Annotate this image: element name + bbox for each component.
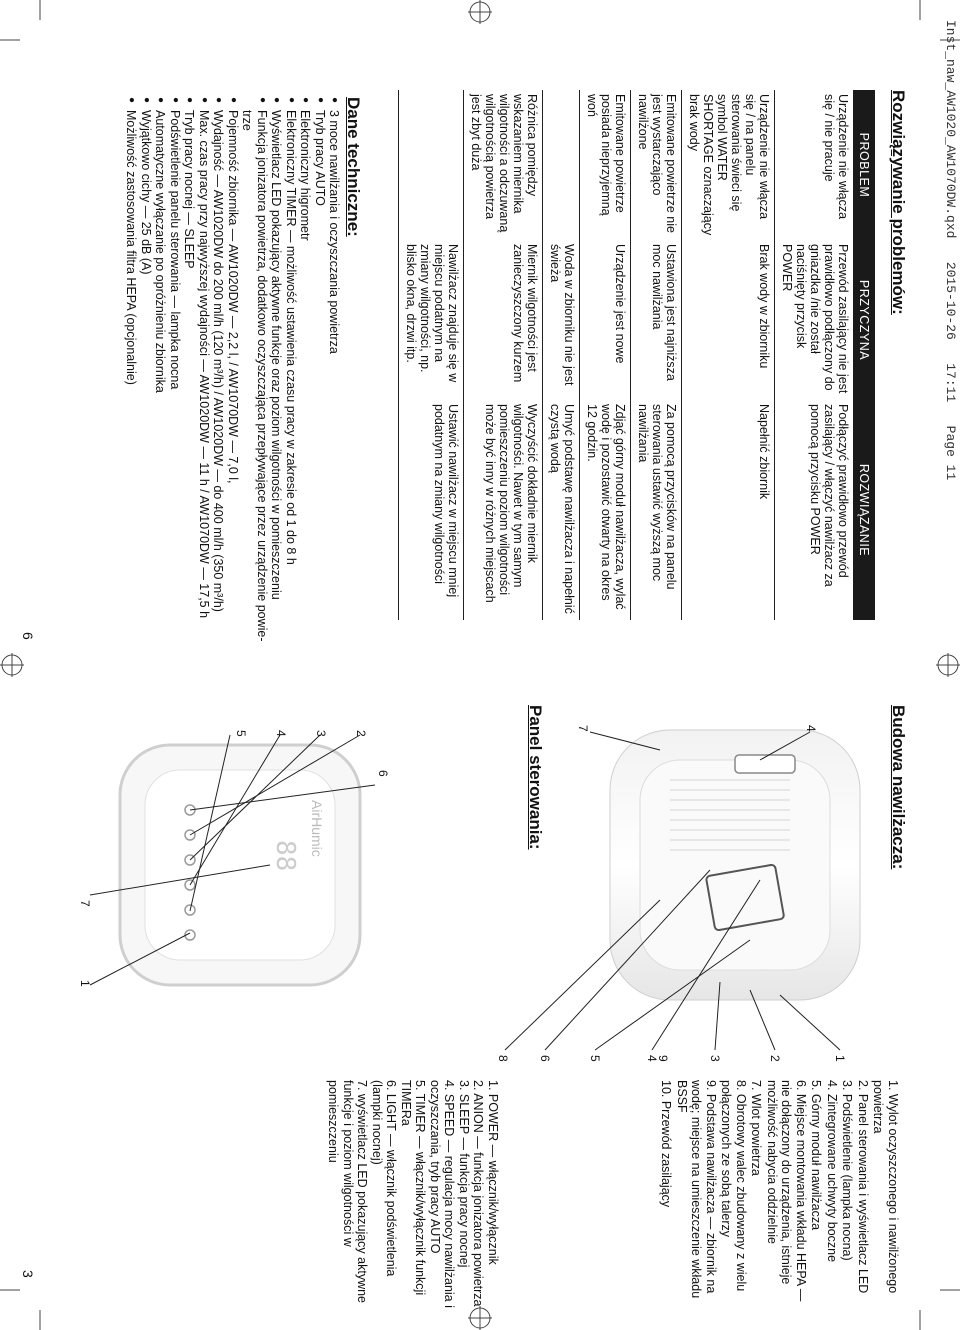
list-item: ● 3 moce nawilżania i oczyszczania powietrza	[327, 97, 342, 657]
callout-label: 7	[576, 725, 590, 732]
callout-label: 1	[833, 1055, 847, 1062]
list-item: 2. ANION — funkcja jonizatora powietrza	[471, 1080, 486, 1307]
list-item: ● Wyjątkowo cichy — 25 dB (A)	[139, 97, 154, 657]
cell-cause: Nawilżacz znajduje się w miejscu podatnym na zmiany wilgotności, np. blisko okna, drzwi itp.	[399, 240, 464, 400]
callout-label: 9	[656, 1055, 670, 1062]
construction-parts-list	[658, 1080, 900, 1320]
cell-solution: Ustawić nawilżacz w miejscu mniej podatnym na zmiany wilgotności	[399, 400, 464, 620]
list-item: 7. Wlot powietrza	[749, 1080, 764, 1176]
header-solution: ROZWIĄZANIE	[853, 400, 875, 620]
cell-solution: Podłączyć prawidłowo przewód zasilający / włączyć nawilżacz za pomocą przycisku POWER	[775, 400, 854, 620]
troubleshooting-title: Rozwiązywanie problemów:	[889, 90, 908, 315]
table-row	[631, 90, 682, 620]
header-problem: PROBLEM	[853, 90, 875, 240]
list-item: 3. Podświetlenie (lampka nocna)	[840, 1080, 855, 1261]
list-item: 2. Panel sterowania i wyświetlacz LED	[856, 1080, 870, 1294]
cell-solution: Napełnić zbiornik	[682, 400, 775, 620]
list-item: 8. Obrotowy walec zbudowany z wielu połączonych ze sobą talerzy	[719, 1080, 748, 1292]
cell-solution: Umyć podstawę nawilżacza i napełnić czystą wodą	[543, 400, 580, 620]
callout-label: 2	[354, 730, 368, 737]
list-item: 4. SPEED — regulacja mocy nawilżania i oczyszczania, tryb pracy AUTO	[428, 1080, 457, 1308]
print-slug: Inst_naw_AW1020_AW1070DW.qxd 2015-10-26 17:11 Page 11	[943, 20, 958, 481]
cell-problem: Urządzenie nie włącza się / nie pracuje	[775, 90, 854, 240]
cell-cause: Woda w zbiorniku nie jest świeża	[543, 240, 580, 400]
callout-label: 4	[804, 725, 818, 732]
control-panel-title: Panel sterowania:	[526, 705, 545, 850]
list-item: 1. POWER — włącznik/wyłącznik	[486, 1080, 500, 1265]
specs-list	[124, 97, 342, 657]
callout-label: 4	[645, 1055, 659, 1062]
callout-label: 8	[496, 1055, 510, 1062]
list-item: 1. Wylot oczyszczonego i nawilżonego powietrza	[871, 1080, 900, 1294]
list-item: 5. TIMER — włącznik/wyłącznik funkcji TIMERa	[399, 1080, 428, 1296]
cell-problem: Emitowane powietrze posiada nieprzyjemną woń	[580, 90, 631, 240]
header-cause: PRZYCZYNA	[853, 240, 875, 400]
table-row	[399, 90, 464, 620]
specs-section	[124, 97, 363, 657]
list-item: ● Funkcja jonizatora powietrza, dodatkowo oczyszczająca przepływające przez urządzenie powie-trze	[240, 97, 269, 657]
page-number-left: 6	[20, 632, 36, 640]
list-item: ● Automatyczne wyłączanie po opróżnieniu zbiornika	[153, 97, 168, 657]
list-item: ● Elektroniczny higrometr	[298, 97, 313, 657]
list-item: ● Wydajność — AW1020DW do 200 ml/h (120 m³/h) / AW1020DW — do 400 ml/h (350 m³/h)	[211, 97, 226, 657]
cell-solution: Za pomocą przycisków na panelu sterowania ustawić wyższą moc nawilżania	[631, 400, 682, 620]
list-item: 4. Zintegrowane uchwyty boczne	[825, 1080, 839, 1263]
callout-label: 5	[234, 730, 248, 737]
callout-label: 7	[78, 900, 92, 907]
specs-title: Dane techniczne:	[344, 97, 363, 237]
table-row	[580, 90, 631, 620]
list-item: ● Elektroniczny TIMER — możliwość ustawienia czasu pracy w zakresie od 1 do 8 h	[284, 97, 299, 657]
callout-label: 1	[78, 980, 92, 987]
callout-label: 4	[274, 730, 288, 737]
list-item: ● Tryb pracy nocnej — SLEEP	[182, 97, 197, 657]
callout-label: 3	[314, 730, 328, 737]
list-item: 6. Miejsce montowania wkładu HEPA — nie dołączony do urządzenia, istnieje możliwość nabycia oddzielnie	[765, 1080, 808, 1302]
control-panel-list	[326, 1080, 500, 1320]
cell-cause: Przewód zasilający nie jest prawidłowo podłączony do gniazdka /nie został naciśnięty przycisk POWER	[775, 240, 854, 400]
list-item: 3. SLEEP — funkcja pracy nocnej	[457, 1080, 471, 1268]
cell-solution: Wyczyścić dokładnie miernik wilgotności. Nawet w tym samym pomieszczeniu poziom wilgotności może być inny w różnych miejscach	[464, 400, 543, 620]
humidifier-illustration	[500, 720, 900, 1060]
list-item: 6. LIGHT — włącznik podświetlenia (lampki nocnej)	[370, 1080, 399, 1277]
brand-logo: AirHumic	[309, 800, 325, 857]
cell-cause: Urządzenie jest nowe	[580, 240, 631, 400]
troubleshooting-table	[398, 90, 875, 620]
cell-problem: Emitowane powietrze nie jest wystarczająco nawilżone	[631, 90, 682, 240]
cell-solution: Zdjąć górny moduł nawilżacza, wylać wodę i pozostawić otwarty na okres 12 godzin.	[580, 400, 631, 620]
list-item: ● Pojemność zbiornika — AW1020DW — 2,2 l, / AW1070DW — 7,0 l,	[226, 97, 241, 657]
list-item: ● Tryb pracy AUTO	[313, 97, 328, 657]
cell-problem	[399, 90, 464, 240]
table-row	[543, 90, 580, 620]
led-display: 88	[270, 840, 300, 872]
table-row	[464, 90, 543, 620]
list-item: 5. Górny moduł nawilżacza	[809, 1080, 824, 1231]
list-item: ● Wyświetlacz LED pokazujący aktywne funkcje oraz poziom wilgotności w pomieszczeniu	[269, 97, 284, 657]
cell-cause: Ustawiona jest najniższa moc nawilżania	[631, 240, 682, 400]
control-panel-illustration	[80, 725, 380, 1025]
list-item: 9. Podstawa nawilżacza — zbiornik na wodę; miejsce na umieszczenie wkładu BSSF	[675, 1080, 718, 1299]
callout-label: 6	[376, 770, 390, 777]
cell-cause: Miernik wilgotności jest zanieczyszczony kurzem	[464, 240, 543, 400]
construction-title: Budowa nawilżacza:	[889, 705, 908, 870]
callout-label: 3	[708, 1055, 722, 1062]
callout-label: 5	[588, 1055, 602, 1062]
page-number-right: 3	[20, 1270, 36, 1278]
cell-problem	[543, 90, 580, 240]
table-row	[682, 90, 775, 620]
cell-problem: Urządzenie nie włącza się / na panelu sterowania świeci się symbol WATER SHORTAGE oznaczający brak wody	[682, 90, 775, 240]
table-row	[775, 90, 854, 620]
table-header-row	[853, 90, 875, 620]
callout-label: 2	[768, 1055, 782, 1062]
list-item: ● Max. czas pracy przy najwyższej wydajności — AW1020DW — 11 h / AW1070DW — 17,5 h	[197, 97, 212, 657]
cell-cause: Brak wody w zbiorniku	[682, 240, 775, 400]
list-item: 10. Przewód zasilający	[659, 1080, 674, 1208]
list-item: ● Podświetlenie panelu sterowania — lampka nocna	[168, 97, 183, 657]
list-item: 7. wyświetlacz LED pokazujący aktywne funkcje i poziom wilgotności w pomieszczeniu	[326, 1080, 370, 1304]
cell-problem: Różnica pomiędzy wskazaniem miernika wilgotności a odczuwaną wilgotnością powietrza jest zbyt duża	[464, 90, 543, 240]
list-item: ● Możliwość zastosowania filtra HEPA (opcjonalnie)	[124, 97, 139, 657]
callout-label: 6	[538, 1055, 552, 1062]
